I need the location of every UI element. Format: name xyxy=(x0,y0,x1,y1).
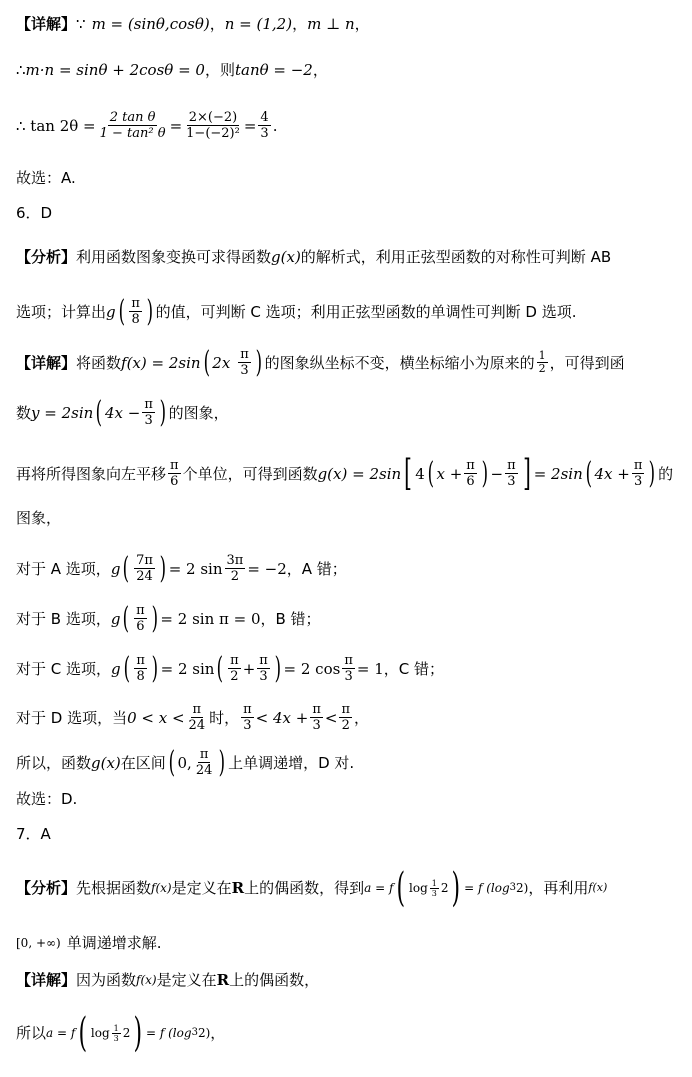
equals: = xyxy=(243,116,257,135)
log-arg: 2) xyxy=(516,881,529,895)
real-set: R xyxy=(231,879,245,897)
punct: ， xyxy=(354,708,370,727)
log-arg: 2 xyxy=(122,1026,131,1040)
answer-d: 故选：D. xyxy=(16,790,78,808)
perpendicular-expr: m ⊥ n xyxy=(307,15,355,33)
detail-6-line-3 xyxy=(16,452,686,494)
text: 对于 D 选项，当 xyxy=(16,708,128,727)
tan2theta-lhs: ∴ tan 2θ = xyxy=(16,116,96,135)
text: 在区间 xyxy=(120,753,166,772)
math-eq: = 2 cos xyxy=(283,659,341,678)
fraction: $\frac{\pi}{6}$ xyxy=(136,603,145,634)
text: 因为函数 xyxy=(76,971,137,989)
detail-line-2 xyxy=(16,60,686,80)
right-paren: ) xyxy=(648,455,656,491)
tan-result: tanθ = −2 xyxy=(234,61,313,79)
math-eq: = f (log xyxy=(464,881,510,895)
fraction: $\frac{\pi}{2}$ xyxy=(341,702,351,733)
analysis-7-line-2 xyxy=(16,933,686,953)
text: ，再利用 xyxy=(528,879,589,897)
analysis-6-line-1 xyxy=(16,247,686,267)
left-bracket: [ xyxy=(404,452,413,494)
fraction: $\frac{\pi}{6}$ xyxy=(466,458,475,489)
right-paren: ) xyxy=(159,550,167,586)
math-eq: = 2 sin xyxy=(160,659,215,678)
fraction: $\frac{\pi}{3}$ xyxy=(507,458,516,489)
right-paren: ) xyxy=(451,865,461,911)
text: 利用函数图象变换可求得函数 xyxy=(76,248,272,266)
option-b-line xyxy=(16,600,686,636)
question-7-heading: 7．A xyxy=(16,825,51,843)
fraction: $\frac{2\times(-2)}{\text{1−(−2)²}}$ xyxy=(186,110,240,141)
log-base: 3 xyxy=(191,1027,198,1038)
left-paren: ( xyxy=(123,600,130,636)
math-fx: f(x) xyxy=(588,881,608,894)
right-paren: ) xyxy=(219,744,226,780)
text-then: ，则 xyxy=(204,61,235,79)
fraction: $\frac{\pi}{3}$ xyxy=(259,653,268,684)
right-bracket: ] xyxy=(522,452,531,494)
right-paren: ) xyxy=(146,293,153,329)
equals: = xyxy=(169,116,183,135)
log-base-fraction: $\frac{1}{3}$ xyxy=(113,1023,119,1043)
text: 将函数 xyxy=(76,353,122,372)
question-6-heading: 6．D xyxy=(16,204,53,222)
detail-label: 【详解】 xyxy=(16,353,77,372)
detail-line-1 xyxy=(16,14,686,34)
conclusion-6-line xyxy=(16,744,686,780)
left-paren: ( xyxy=(217,650,224,686)
fraction-half: $\frac{1}{2}$ xyxy=(538,349,546,375)
option-d-line xyxy=(16,702,686,733)
text: ，可得到函 xyxy=(549,353,625,372)
math-a: a = f xyxy=(46,1026,76,1040)
detail-6-line-1 xyxy=(16,344,686,380)
log-arg: 2) xyxy=(197,1026,211,1040)
fraction: $\frac{\pi}{3}$ xyxy=(344,653,353,684)
text: ，B 错； xyxy=(260,609,321,628)
math-ineq: 0 < x < xyxy=(127,708,185,727)
plus: + xyxy=(242,659,256,678)
math-g: g xyxy=(110,609,121,628)
dot-product-expr: m·n = sinθ + 2cosθ = 0 xyxy=(25,61,205,79)
detail-7-line-1 xyxy=(16,970,686,990)
fraction: $\frac{\pi}{3}$ xyxy=(633,458,643,489)
math-eq: = f (log xyxy=(146,1026,192,1040)
punct: ， xyxy=(292,15,308,33)
fraction: $\frac{\pi}{3}$ xyxy=(243,702,252,733)
math-y: y = 2sin xyxy=(31,403,94,422)
fraction: $\frac{3\pi}{2}$ xyxy=(226,553,244,584)
right-paren: ) xyxy=(481,455,488,491)
therefore-symbol: ∴ xyxy=(16,61,26,79)
math-inner: 4x − xyxy=(105,403,141,422)
text: 先根据函数 xyxy=(76,879,152,897)
analysis-6-line-2 xyxy=(16,293,686,329)
text: 单调递增求解. xyxy=(66,934,162,952)
fraction: $\frac{\text{2 tan θ}}{\text{1 − tan² θ}}$ xyxy=(99,110,166,141)
fraction: $\frac{7\pi}{24}$ xyxy=(136,553,153,584)
math-interval: [0, +∞) xyxy=(16,936,61,950)
right-paren: ) xyxy=(159,394,166,430)
analysis-7-line-1 xyxy=(16,865,686,911)
right-paren: ) xyxy=(151,650,158,686)
math-gx: g(x) xyxy=(271,248,301,266)
detail-label: 【详解】 xyxy=(16,971,77,989)
text: 是定义在 xyxy=(156,971,217,989)
punct: ， xyxy=(354,15,370,33)
right-paren: ) xyxy=(255,344,262,380)
left-paren: ( xyxy=(95,394,103,430)
text: 所以，函数 xyxy=(16,753,92,772)
left-paren: ( xyxy=(585,455,592,491)
text: 上的偶函数， xyxy=(229,971,320,989)
vector-n: n = (1,2) xyxy=(224,15,293,33)
fraction: $\frac{\pi}{6}$ xyxy=(170,458,179,489)
punct: ， xyxy=(312,61,328,79)
text: 的 xyxy=(658,464,674,483)
right-paren: ) xyxy=(274,650,281,686)
text: 选项；计算出 xyxy=(16,302,107,321)
left-paren: ( xyxy=(118,293,125,329)
analysis-label: 【分析】 xyxy=(16,879,77,897)
real-set: R xyxy=(216,971,230,989)
math-result: = −2 xyxy=(247,559,287,578)
left-paren: ( xyxy=(78,1010,88,1056)
math-a: a = f xyxy=(364,881,394,895)
log-arg: 2 xyxy=(440,881,449,895)
text: 对于 A 选项， xyxy=(16,559,111,578)
math-fx: f(x) = 2sin xyxy=(121,353,201,372)
text: 对于 B 选项， xyxy=(16,609,111,628)
math-eq: = 2 sin π = 0 xyxy=(160,609,261,628)
log-base-fraction: $\frac{1}{3}$ xyxy=(431,878,437,898)
log: log xyxy=(90,1026,110,1040)
left-paren: ( xyxy=(203,344,210,380)
text: 所以 xyxy=(16,1024,47,1042)
punct: . xyxy=(272,116,278,135)
math-g: g xyxy=(111,659,121,678)
text: 数 xyxy=(16,403,32,422)
punct: ， xyxy=(209,15,225,33)
fraction: $\frac{\pi}{3}$ xyxy=(312,702,321,733)
text: 的图象纵坐标不变，横坐标缩小为原来的 xyxy=(264,353,535,372)
fraction: $\frac{\pi}{24}$ xyxy=(195,747,213,778)
detail-7-line-2 xyxy=(16,1010,686,1056)
less-than: < xyxy=(324,708,338,727)
log: log xyxy=(409,881,428,895)
text: 的图象， xyxy=(168,403,229,422)
detail-line-3 xyxy=(16,110,686,141)
fraction: $\frac{\pi}{8}$ xyxy=(136,653,145,684)
math-fx: f(x) xyxy=(151,881,172,895)
text: 上单调递增，D 对. xyxy=(228,753,355,772)
fraction: $\frac{\pi}{24}$ xyxy=(188,702,206,733)
text: 时， xyxy=(209,708,240,727)
math-eq: = 2sin xyxy=(533,464,583,483)
math-inner: 4x + xyxy=(594,464,630,483)
detail-6-line-2 xyxy=(16,394,686,430)
math-inner: x + xyxy=(436,464,463,483)
math-inner: 2x xyxy=(212,353,231,372)
punct: ， xyxy=(210,1024,226,1042)
math-g: g xyxy=(110,559,121,578)
fraction: $\frac{\pi}{3}$ xyxy=(144,397,153,428)
math-eq: = 2 sin xyxy=(168,559,223,578)
because-symbol: ∵ xyxy=(76,15,86,33)
answer-a: 故选：A. xyxy=(16,169,76,187)
option-c-line xyxy=(16,650,686,686)
text: 个单位，可得到函数 xyxy=(182,464,318,483)
text: ，C 错； xyxy=(383,659,444,678)
right-paren: ) xyxy=(133,1010,143,1056)
text: 对于 C 选项， xyxy=(16,659,112,678)
math-inner: 4 xyxy=(415,464,425,483)
text: 上的偶函数，得到 xyxy=(244,879,365,897)
fraction: $\frac{\pi}{8}$ xyxy=(131,296,140,327)
vector-m: m = (sinθ,cosθ) xyxy=(91,15,210,33)
log-base: 3 xyxy=(509,882,517,893)
left-paren: ( xyxy=(123,650,130,686)
right-paren: ) xyxy=(151,600,158,636)
detail-6-line-4: 图象， xyxy=(16,509,62,527)
text: 是定义在 xyxy=(171,879,232,897)
fraction: $\frac{4}{3}$ xyxy=(260,110,269,141)
math-interval: 0, xyxy=(177,753,192,772)
math-g: g xyxy=(106,302,116,321)
left-paren: ( xyxy=(427,455,434,491)
math-gx: g(x) xyxy=(91,753,121,772)
left-paren: ( xyxy=(168,744,175,780)
left-paren: ( xyxy=(396,865,406,911)
left-paren: ( xyxy=(123,550,130,586)
detail-label: 【详解】 xyxy=(16,15,77,33)
math-fx: f(x) xyxy=(136,973,157,987)
analysis-label: 【分析】 xyxy=(16,248,77,266)
math-ineq: < 4x + xyxy=(255,708,309,727)
text: 的值，可判断 C 选项；利用正弦型函数的单调性可判断 D 选项. xyxy=(155,302,577,321)
text: 再将所得图象向左平移 xyxy=(16,464,167,483)
math-result: = 1 xyxy=(356,659,384,678)
fraction: $\frac{\pi}{2}$ xyxy=(230,653,239,684)
math-inner: − xyxy=(490,464,504,483)
option-a-line xyxy=(16,550,686,586)
text: 的解析式，利用正弦型函数的对称性可判断 AB xyxy=(300,248,612,266)
fraction: $\frac{\pi}{3}$ xyxy=(240,347,249,378)
math-gx: g(x) = 2sin xyxy=(317,464,402,483)
text: ，A 错； xyxy=(286,559,347,578)
